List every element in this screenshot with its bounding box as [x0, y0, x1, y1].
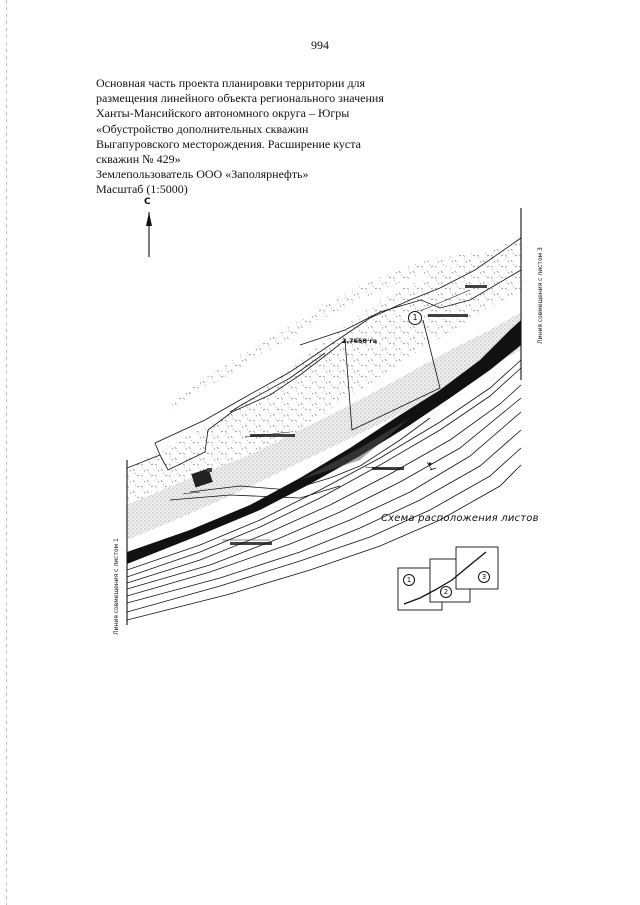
header-line: Основная часть проекта планировки территории для [96, 76, 366, 90]
north-arrow-icon [146, 212, 152, 257]
header-line: скважин № 429» [96, 152, 181, 167]
header-line: Масштаб (1:5000) [96, 182, 188, 197]
sheet-number: 3 [478, 571, 490, 583]
site-marker: 1 [408, 311, 422, 325]
page-number: 994 [311, 38, 329, 52]
header-line: Землепользователь ООО «Заполярнефть» [96, 167, 309, 182]
sheet-number: 1 [403, 574, 415, 586]
scheme-title: Схема расположения листов [381, 513, 539, 524]
header-line: «Обустройство дополнительных скважин [96, 121, 309, 136]
north-label: С [144, 197, 151, 207]
header-line: Выгапуровского месторождения. Расширение куста [96, 136, 361, 151]
right-match-line-label: Линия совмещения с листом 3 [537, 247, 544, 344]
sheet-number: 2 [440, 586, 452, 598]
header-line: размещения линейного объекта регионального значения [96, 91, 384, 106]
left-match-line-label: Линия совмещения с листом 1 [113, 538, 120, 635]
area-label: 2.7658 га [342, 337, 378, 345]
header-line: Ханты-Мансийского автономного округа – Югры [96, 106, 350, 121]
